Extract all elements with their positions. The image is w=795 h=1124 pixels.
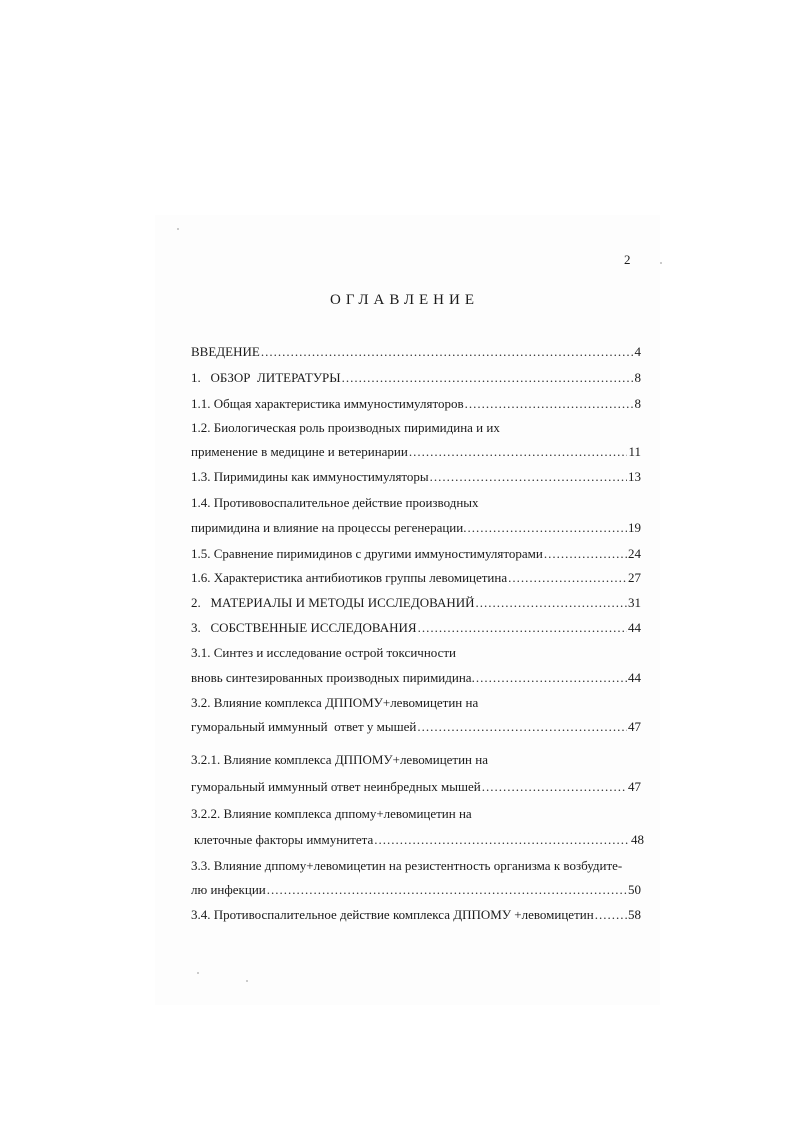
scan-speck [177, 228, 179, 230]
toc-entry [191, 370, 641, 386]
toc-entry-label: 1.1. Общая характеристика иммуностимуляторов [191, 396, 464, 411]
toc-entry [191, 469, 641, 485]
dot-leader [430, 469, 627, 485]
toc-entry-label: пиримидина и влияние на процессы регенерации. [191, 520, 467, 535]
toc-entry [191, 719, 641, 735]
dot-leader [544, 546, 627, 562]
toc-entry-line: 1.2. Биологическая роль производных пиримидина и их [191, 420, 500, 435]
toc-entry-line: 3.2.1. Влияние комплекса ДППОМУ+левомицетин на [191, 752, 488, 767]
toc-title: ОГЛАВЛЕНИЕ [330, 292, 479, 308]
dot-leader [417, 719, 627, 735]
toc-entry-line: 3.1. Синтез и исследование острой токсичности [191, 645, 457, 660]
toc-entry-label: вновь синтезированных производных пиримидина. [191, 670, 475, 685]
toc-entry-label: применение в медицине и ветеринарии [191, 444, 408, 459]
toc-entry-page: 11 [628, 444, 641, 459]
toc-entry [191, 344, 641, 360]
toc-entry-page: 58 [628, 907, 641, 922]
toc-entry [191, 779, 641, 795]
dot-leader [482, 779, 627, 795]
toc-entry-label: 1. ОБЗОР ЛИТЕРАТУРЫ [191, 370, 341, 385]
dot-leader [465, 396, 634, 412]
dot-leader [467, 520, 627, 536]
toc-entry [191, 882, 641, 898]
toc-entry [191, 570, 641, 586]
toc-entry-line: 3.3. Влияние дппому+левомицетин на резистентность организма к возбудите- [191, 858, 623, 873]
toc-entry-page: 47 [628, 719, 641, 734]
toc-entry-line: 3.2. Влияние комплекса ДППОМУ+левомицетин на [191, 695, 479, 710]
toc-entry-label: 2. МАТЕРИАЛЫ И МЕТОДЫ ИССЛЕДОВАНИЙ [191, 595, 475, 610]
toc-entry-page: 48 [631, 832, 644, 847]
toc-entry-label: 3. СОБСТВЕННЫЕ ИССЛЕДОВАНИЯ [191, 620, 417, 635]
toc-entry-page: 50 [628, 882, 641, 897]
toc-entry [191, 907, 641, 923]
toc-entry-page: 44 [628, 670, 641, 685]
toc-entry [191, 620, 641, 636]
toc-entry [191, 396, 641, 412]
dot-leader [409, 444, 628, 460]
toc-entry-page: 31 [628, 595, 641, 610]
scan-speck [197, 972, 199, 974]
toc-entry [191, 520, 641, 536]
toc-entry-label: 3.4. Противоспалительное действие комплекса ДППОМУ +левомицетин [191, 907, 594, 922]
toc-entry [191, 595, 641, 611]
toc-entry-label: лю инфекции [191, 882, 266, 897]
toc-entry-label: 1.6. Характеристика антибиотиков группы левомицетина [191, 570, 508, 585]
toc-entry-label: ВВЕДЕНИЕ [191, 344, 260, 359]
toc-entry-line: 1.4. Противовоспалительное действие производных [191, 495, 479, 510]
dot-leader [476, 595, 627, 611]
toc-entry-label: 1.3. Пиримидины как иммуностимуляторы [191, 469, 429, 484]
toc-entry-page: 24 [628, 546, 641, 561]
dot-leader [267, 882, 627, 898]
toc-entry-page: 13 [628, 469, 641, 484]
toc-entry-label: гуморальный иммунный ответ у мышей [191, 719, 417, 734]
toc-entry [194, 832, 644, 848]
page-number: 2 [624, 252, 631, 267]
scan-speck [660, 262, 662, 264]
dot-leader [374, 832, 630, 848]
toc-entry [191, 444, 641, 460]
dot-leader [342, 370, 634, 386]
toc-entry-line: 3.2.2. Влияние комплекса дппому+левомицетин на [191, 806, 472, 821]
toc-entry-page: 8 [634, 396, 641, 411]
toc-entry-page: 8 [634, 370, 641, 385]
dot-leader [261, 344, 634, 360]
toc-entry-page: 44 [628, 620, 641, 635]
scan-speck [246, 980, 248, 982]
toc-entry-label: 1.5. Сравнение пиримидинов с другими иммуностимуляторами [191, 546, 543, 561]
toc-entry-label: клеточные факторы иммунитета [194, 832, 374, 847]
dot-leader [595, 907, 627, 923]
dot-leader [418, 620, 627, 636]
toc-entry [191, 546, 641, 562]
toc-entry-page: 27 [628, 570, 641, 585]
dot-leader [476, 670, 627, 686]
dot-leader [508, 570, 627, 586]
toc-entry-label: гуморальный иммунный ответ неинбредных мышей [191, 779, 481, 794]
toc-entry-page: 47 [628, 779, 641, 794]
toc-entry-page: 19 [628, 520, 641, 535]
toc-entry [191, 670, 641, 686]
toc-entry-page: 4 [634, 344, 641, 359]
